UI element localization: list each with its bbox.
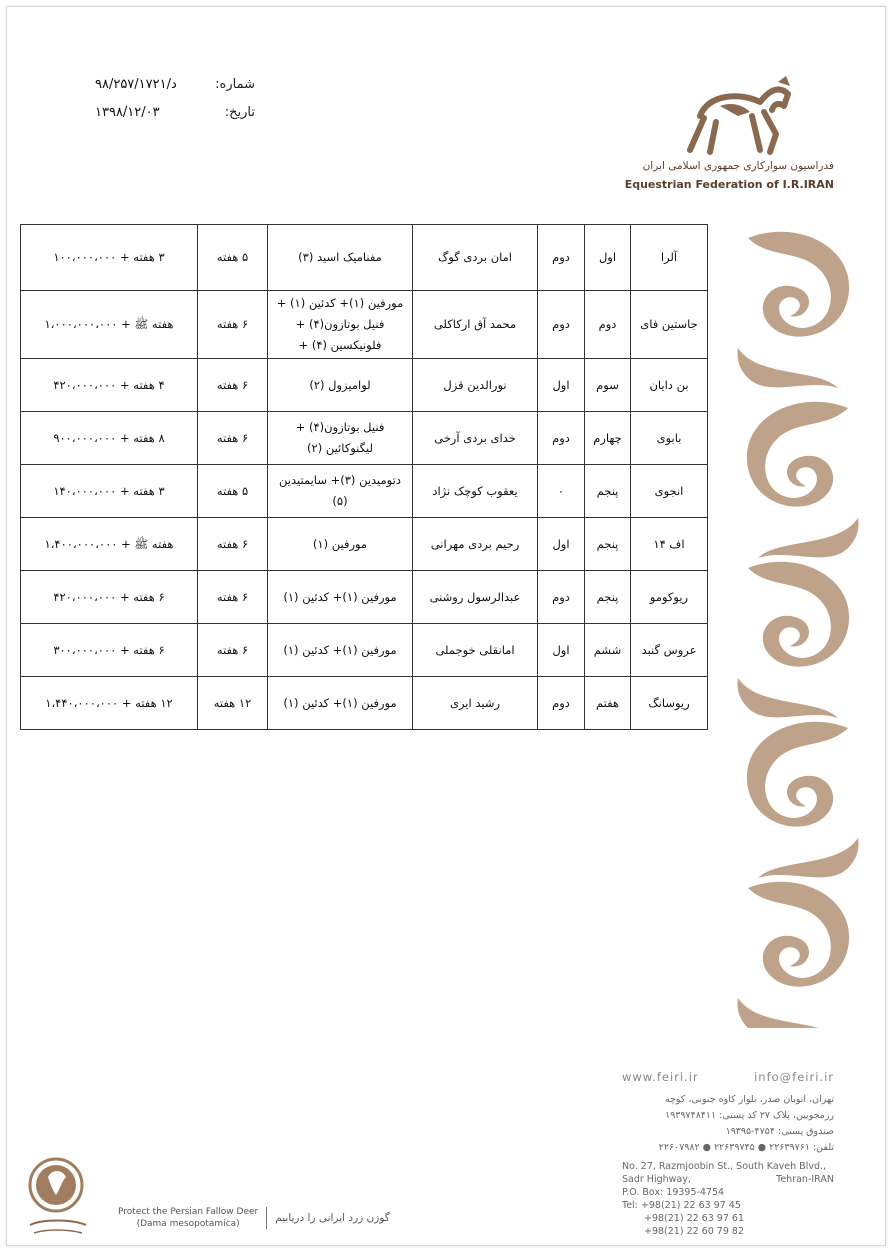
drug-cell: دتومیدین (۳)+ سایمتیدین (۵): [268, 465, 413, 518]
ban-cell: ۶ هفته: [198, 571, 268, 624]
table-row: [21, 291, 708, 359]
place-cell: دوم: [538, 291, 585, 359]
rank-cell: ششم: [585, 624, 631, 677]
table-row: [21, 624, 708, 677]
horse-logo-icon: [680, 72, 798, 156]
drug-cell: مورفین (۱)+ کدئین (۱): [268, 677, 413, 730]
address-fa-line: رزمجویین، پلاک ۲۷ کد پستی: ۱۹۳۹۷۴۸۴۱۱: [665, 1110, 834, 1121]
website-link[interactable]: www.feiri.ir: [622, 1070, 699, 1084]
rider-cell: محمد آق ارکاکلی: [413, 291, 538, 359]
table-row: [21, 518, 708, 571]
drug-cell: مورفین (۱)+ کدئین (۱) + فنیل بوتازون(۴) + فلونیکسین (۴) +: [268, 291, 413, 359]
number-row: [95, 70, 255, 98]
address-en: [622, 1160, 834, 1238]
rank-cell: پنجم: [585, 571, 631, 624]
fine-cell: ۳ هفته + ۱۰۰،۰۰۰،۰۰۰: [21, 225, 198, 291]
ban-cell: ۵ هفته: [198, 465, 268, 518]
number-value: ۹۸/۲۵۷/د/۱۷۲۱: [95, 76, 177, 92]
fine-cell: ۶ هفته + ۴۲۰،۰۰۰،۰۰۰: [21, 571, 198, 624]
deer-campaign-emblem: [22, 1155, 92, 1239]
ban-cell: ۶ هفته: [198, 359, 268, 412]
place-cell: دوم: [538, 571, 585, 624]
email-link[interactable]: info@feiri.ir: [754, 1070, 834, 1084]
place-cell: اول: [538, 359, 585, 412]
place-cell: دوم: [538, 225, 585, 291]
fine-cell: ۱۲ هفته + ۱،۴۴۰،۰۰۰،۰۰۰: [21, 677, 198, 730]
fine-cell: هفته ﷺ + ۱،۴۰۰،۰۰۰،۰۰۰: [21, 518, 198, 571]
ban-cell: ۵ هفته: [198, 225, 268, 291]
drug-cell: مورفین (۱): [268, 518, 413, 571]
date-label: تاریخ:: [224, 104, 255, 120]
rank-cell: اول: [585, 225, 631, 291]
address-en-line: Tehran-IRAN: [776, 1174, 834, 1185]
address-en-line: No. 27, Razmjoobin St., South Kaveh Blvd.,: [622, 1161, 827, 1172]
table-row: [21, 359, 708, 412]
horse-cell: انجوی: [631, 465, 708, 518]
phone-en-line: +98(21) 22 60 79 82: [644, 1226, 744, 1237]
drug-cell: لوامیزول (۲): [268, 359, 413, 412]
fine-cell: ۳ هفته + ۱۴۰،۰۰۰،۰۰۰: [21, 465, 198, 518]
rank-cell: چهارم: [585, 412, 631, 465]
table-row: [21, 571, 708, 624]
rank-cell: پنجم: [585, 518, 631, 571]
place-cell: اول: [538, 624, 585, 677]
date-row: [95, 98, 255, 126]
rider-cell: خدای بردی آرخی: [413, 412, 538, 465]
place-cell: ۰: [538, 465, 585, 518]
horse-cell: عروس گنبد: [631, 624, 708, 677]
penalty-table: [20, 224, 708, 730]
rider-cell: نورالدین قزل: [413, 359, 538, 412]
federation-logo: [622, 72, 834, 198]
horse-cell: بن دایان: [631, 359, 708, 412]
rider-cell: عبدالرسول روشنی: [413, 571, 538, 624]
deer-emblem-icon: [22, 1155, 92, 1239]
phone-fa-line: تلفن: ۲۲۶۳۹۷۶۱ ● ۲۲۶۳۹۷۴۵ ● ۲۲۶۰۷۹۸۲: [658, 1142, 834, 1153]
phone-en-line: Tel: +98(21) 22 63 97 45: [622, 1200, 741, 1211]
letter-meta: [95, 70, 255, 126]
rank-cell: هفتم: [585, 677, 631, 730]
fine-cell: ۴ هفته + ۴۲۰،۰۰۰،۰۰۰: [21, 359, 198, 412]
address-en-line: Sadr Highway,: [622, 1174, 691, 1185]
horse-cell: ریوکومو: [631, 571, 708, 624]
footer-en: [118, 1206, 258, 1230]
web-row: [622, 1070, 834, 1084]
drug-cell: مورفین (۱)+ کدئین (۱): [268, 571, 413, 624]
address-fa-line: تهران، اتوبان صدر، بلوار کاوه جنوبی، کوچه: [664, 1094, 834, 1105]
phone-en-line: +98(21) 22 63 97 61: [644, 1213, 744, 1224]
drug-cell: مورفین (۱)+ کدئین (۱): [268, 624, 413, 677]
rider-cell: امان بردی گوگ: [413, 225, 538, 291]
horse-cell: آلرا: [631, 225, 708, 291]
rider-cell: یعقوب کوچک نژاد: [413, 465, 538, 518]
footer-fa: گوزن زرد ایرانی را دریابیم: [275, 1212, 390, 1224]
number-label: شماره:: [215, 76, 255, 92]
table-body: [21, 225, 708, 730]
ban-cell: ۱۲ هفته: [198, 677, 268, 730]
ban-cell: ۶ هفته: [198, 412, 268, 465]
table-row: [21, 225, 708, 291]
place-cell: اول: [538, 518, 585, 571]
horse-cell: بابوی: [631, 412, 708, 465]
fine-cell: ۸ هفته + ۹۰۰،۰۰۰،۰۰۰: [21, 412, 198, 465]
ornament-border-icon: [728, 228, 868, 1028]
address-en-line: P.O. Box: 19395-4754: [622, 1187, 725, 1198]
federation-name-fa: فدراسیون سوارکاری جمهوری اسلامی ایران: [642, 160, 834, 172]
table-row: [21, 412, 708, 465]
footer-en-line: (Dama mesopotamica): [136, 1219, 240, 1229]
ban-cell: ۶ هفته: [198, 518, 268, 571]
horse-cell: اف ۱۴: [631, 518, 708, 571]
address-fa-line: صندوق پستی: ۴۷۵۴-۱۹۳۹۵: [725, 1126, 834, 1137]
address-en-row: [622, 1173, 834, 1186]
contact-block: [622, 1070, 834, 1238]
drug-cell: فنیل بوتازون(۴) + لیگنوکائین (۲): [268, 412, 413, 465]
table-row: [21, 677, 708, 730]
rank-cell: سوم: [585, 359, 631, 412]
place-cell: دوم: [538, 412, 585, 465]
footer-divider: [266, 1207, 267, 1229]
rider-cell: امانقلی خوجملی: [413, 624, 538, 677]
date-value: ۱۳۹۸/۱۲/۰۳: [95, 104, 160, 120]
drug-cell: مفنامیک اسید (۳): [268, 225, 413, 291]
rider-cell: رشید ایری: [413, 677, 538, 730]
rider-cell: رحیم بردی مهرانی: [413, 518, 538, 571]
address-fa: [622, 1092, 834, 1156]
fine-cell: هفته ﷺ + ۱،۰۰۰،۰۰۰،۰۰۰: [21, 291, 198, 359]
footer-en-line: Protect the Persian Fallow Deer: [118, 1207, 259, 1217]
federation-name-en: Equestrian Federation of I.R.IRAN: [624, 178, 834, 191]
fine-cell: ۶ هفته + ۳۰۰،۰۰۰،۰۰۰: [21, 624, 198, 677]
ban-cell: ۶ هفته: [198, 291, 268, 359]
place-cell: دوم: [538, 677, 585, 730]
footer-campaign: [118, 1206, 390, 1230]
table-row: [21, 465, 708, 518]
horse-cell: ریوسانگ: [631, 677, 708, 730]
horse-cell: جاستین فای: [631, 291, 708, 359]
rank-cell: دوم: [585, 291, 631, 359]
rank-cell: پنجم: [585, 465, 631, 518]
ban-cell: ۶ هفته: [198, 624, 268, 677]
